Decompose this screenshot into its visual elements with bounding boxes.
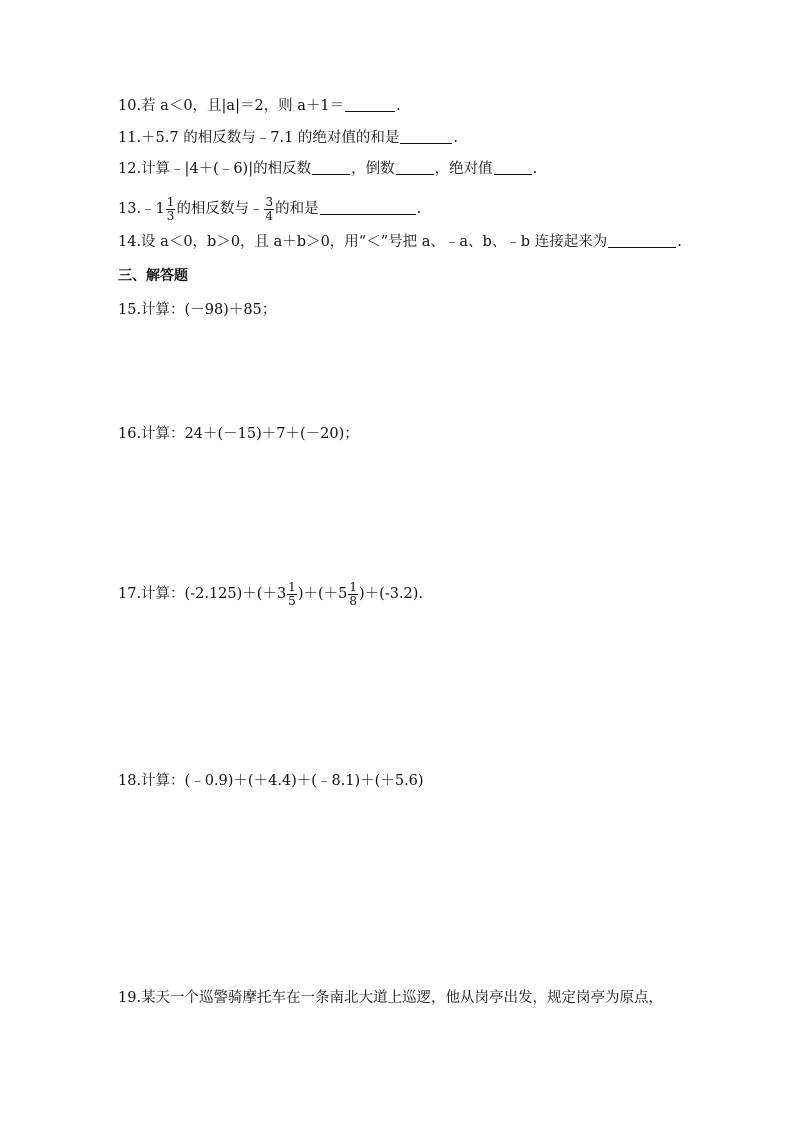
question-10: 10.若 a＜0，且|a|＝2，则 a＋1＝ . <box>118 98 401 114</box>
question-19: 19.某天一个巡警骑摩托车在一条南北大道上巡逻，他从岗亭出发，规定岗亭为原点， <box>118 990 664 1006</box>
answer-blank-opposite[interactable] <box>312 160 350 175</box>
answer-blank-absolute[interactable] <box>494 160 532 175</box>
fraction-three-quarters: $\frac{3}{4}$ <box>265 194 274 223</box>
question-12: 12.计算﹣|4＋(﹣6)|的相反数 ，倒数 ，绝对值 . <box>118 161 538 177</box>
question-15: 15.计算：(－98)＋85； <box>118 302 277 318</box>
question-13: 13.﹣1 $\frac{1}{3}$ 的相反数与﹣ $\frac{3}{4}$ 的和是 . <box>118 194 422 223</box>
fraction-one-fifth: $\frac{1}{5}$ <box>288 579 296 608</box>
answer-blank-reciprocal[interactable] <box>396 160 434 175</box>
answer-blank[interactable] <box>320 200 416 215</box>
section-heading: 三、解答题 <box>118 268 188 284</box>
answer-blank[interactable] <box>400 129 452 144</box>
answer-blank[interactable] <box>608 233 676 248</box>
question-14: 14.设 a＜0，b＞0，且 a＋b＞0，用“＜”号把 a、﹣a、b、﹣b 连接起来为 . <box>118 234 682 250</box>
question-18: 18.计算：(﹣0.9)＋(＋4.4)＋(﹣8.1)＋(＋5.6) <box>118 773 424 789</box>
answer-blank[interactable] <box>345 97 395 112</box>
fraction-one-third: $\frac{1}{3}$ <box>166 194 175 223</box>
question-11: 11.＋5.7 的相反数与﹣7.1 的绝对值的和是 . <box>118 130 459 146</box>
question-16: 16.计算：24＋(－15)＋7＋(－20)； <box>118 426 359 442</box>
question-17: 17.计算：(-2.125)＋(＋3 $\frac{1}{5}$ )＋(＋5 $\frac{1}{8}$ )＋(-3.2). <box>118 579 424 608</box>
fraction-one-eighth: $\frac{1}{8}$ <box>349 579 357 608</box>
